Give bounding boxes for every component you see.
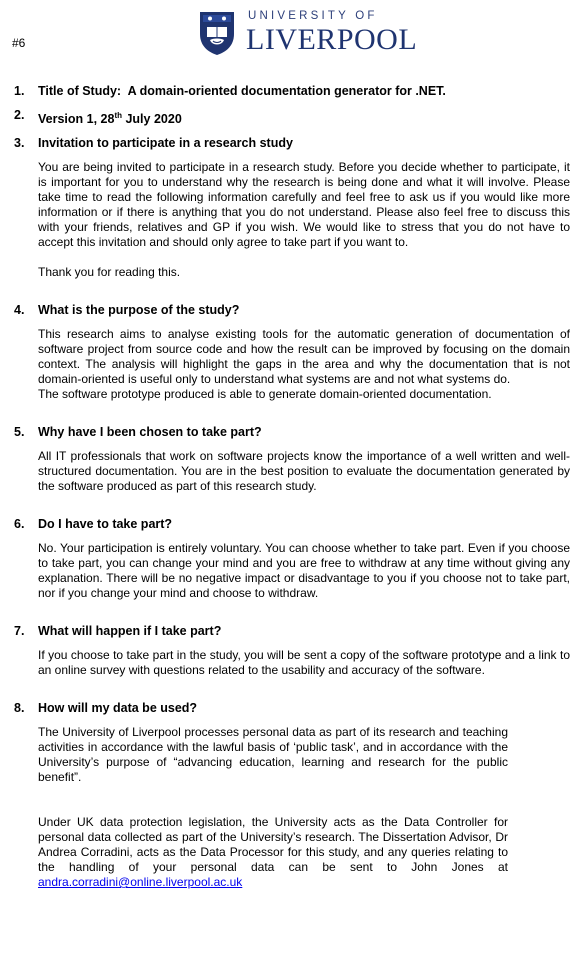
- section-number: 8.: [14, 701, 25, 716]
- contact-email-link[interactable]: andra.corradini@online.liverpool.ac.uk: [38, 875, 243, 890]
- section-heading: What will happen if I take part?: [38, 624, 222, 639]
- title-label: Title of Study:: [38, 84, 122, 98]
- section-title: [14, 84, 570, 99]
- section-purpose: [14, 303, 570, 402]
- logo-wordmark: LIVERPOOL: [246, 23, 418, 56]
- section-number: 3.: [14, 136, 25, 151]
- data-controller-paragraph: [38, 815, 508, 890]
- section-heading: What is the purpose of the study?: [38, 303, 240, 318]
- data-use-paragraph: The University of Liverpool processes personal data as part of its research and teaching activities in accordance with the lawful basis of ‘public task’, and in accordance with the University’s purpose of “advancing education, learning and research for the public benefit”.: [38, 725, 508, 785]
- section-heading: Do I have to take part?: [38, 517, 173, 532]
- section-number: 7.: [14, 624, 25, 639]
- crest-icon: [198, 10, 236, 56]
- section-what-happens: [14, 624, 570, 678]
- section-heading: Invitation to participate in a research study: [38, 136, 293, 151]
- section-number: 5.: [14, 425, 25, 440]
- section-number: 6.: [14, 517, 25, 532]
- thank-you-text: Thank you for reading this.: [38, 265, 181, 280]
- section-heading: Why have I been chosen to take part?: [38, 425, 262, 440]
- why-chosen-paragraph: All IT professionals that work on software projects know the importance of a well written and well-structured documentation. You are in the best position to evaluate the documentation generated by the software produced as part of this research study.: [38, 449, 570, 494]
- purpose-paragraph-2: The software prototype produced is able to generate domain-oriented documentation.: [38, 387, 492, 402]
- section-heading: How will my data be used?: [38, 701, 198, 716]
- section-why-chosen: [14, 425, 570, 494]
- section-version: [14, 108, 570, 127]
- date-suffix: th: [114, 111, 122, 120]
- invitation-paragraph: You are being invited to participate in a research study. Before you decide whether to participate, it is important for you to understand why the research is being done and what it will involve. Please take time to read the following information carefully and feel free to ask us if you would like more information or if there is anything that you do not understand. Please also feel free to discuss this with your friends, relatives and GP if you wish. We would like to stress that you do not have to accept this invitation and should only agree to take part if you want to.: [38, 160, 570, 250]
- logo-top-line: UNIVERSITY OF: [248, 10, 378, 22]
- section-number: 4.: [14, 303, 25, 318]
- section-number: 2.: [14, 108, 25, 122]
- have-to-paragraph: No. Your participation is entirely voluntary. You can choose whether to take part. Even if you choose to take part, you can change your mind and you are free to withdraw at any time without giving any explanation. There will be no negative impact or disadvantage to you if you choose not to take part, nor if you change your mind and choose to withdraw.: [38, 541, 570, 601]
- study-title: A domain-oriented documentation generator for .NET.: [127, 84, 446, 98]
- university-logo: [198, 6, 418, 58]
- what-happens-paragraph: If you choose to take part in the study, you will be sent a copy of the software prototype and a link to an online survey with questions related to the usability and accuracy of the software.: [38, 648, 570, 678]
- section-have-to: [14, 517, 570, 601]
- section-number: 1.: [14, 84, 25, 98]
- section-invitation: [14, 136, 570, 280]
- data-controller-text: Under UK data protection legislation, the University acts as the Data Controller for personal data collected as part of the University’s research. The Dissertation Advisor, Dr Andrea Corradini, acts as the Data Processor for this study, and any queries relating to the handling of your personal data can be sent to John Jones at: [38, 815, 508, 875]
- version-text: Version 1, 28: [38, 112, 115, 127]
- purpose-paragraph: This research aims to analyse existing tools for the automatic generation of documentation of software project from source code and how the result can be improved by focusing on the domain context. The analysis will highlight the gaps in the area and why the documentation that is not domain-oriented is useful only to understand what systems are and not what systems do.: [38, 327, 570, 387]
- section-data-use: [14, 701, 570, 890]
- document-number: #6: [12, 36, 26, 50]
- information-sheet: [14, 82, 570, 890]
- version-date: July 2020: [122, 112, 182, 127]
